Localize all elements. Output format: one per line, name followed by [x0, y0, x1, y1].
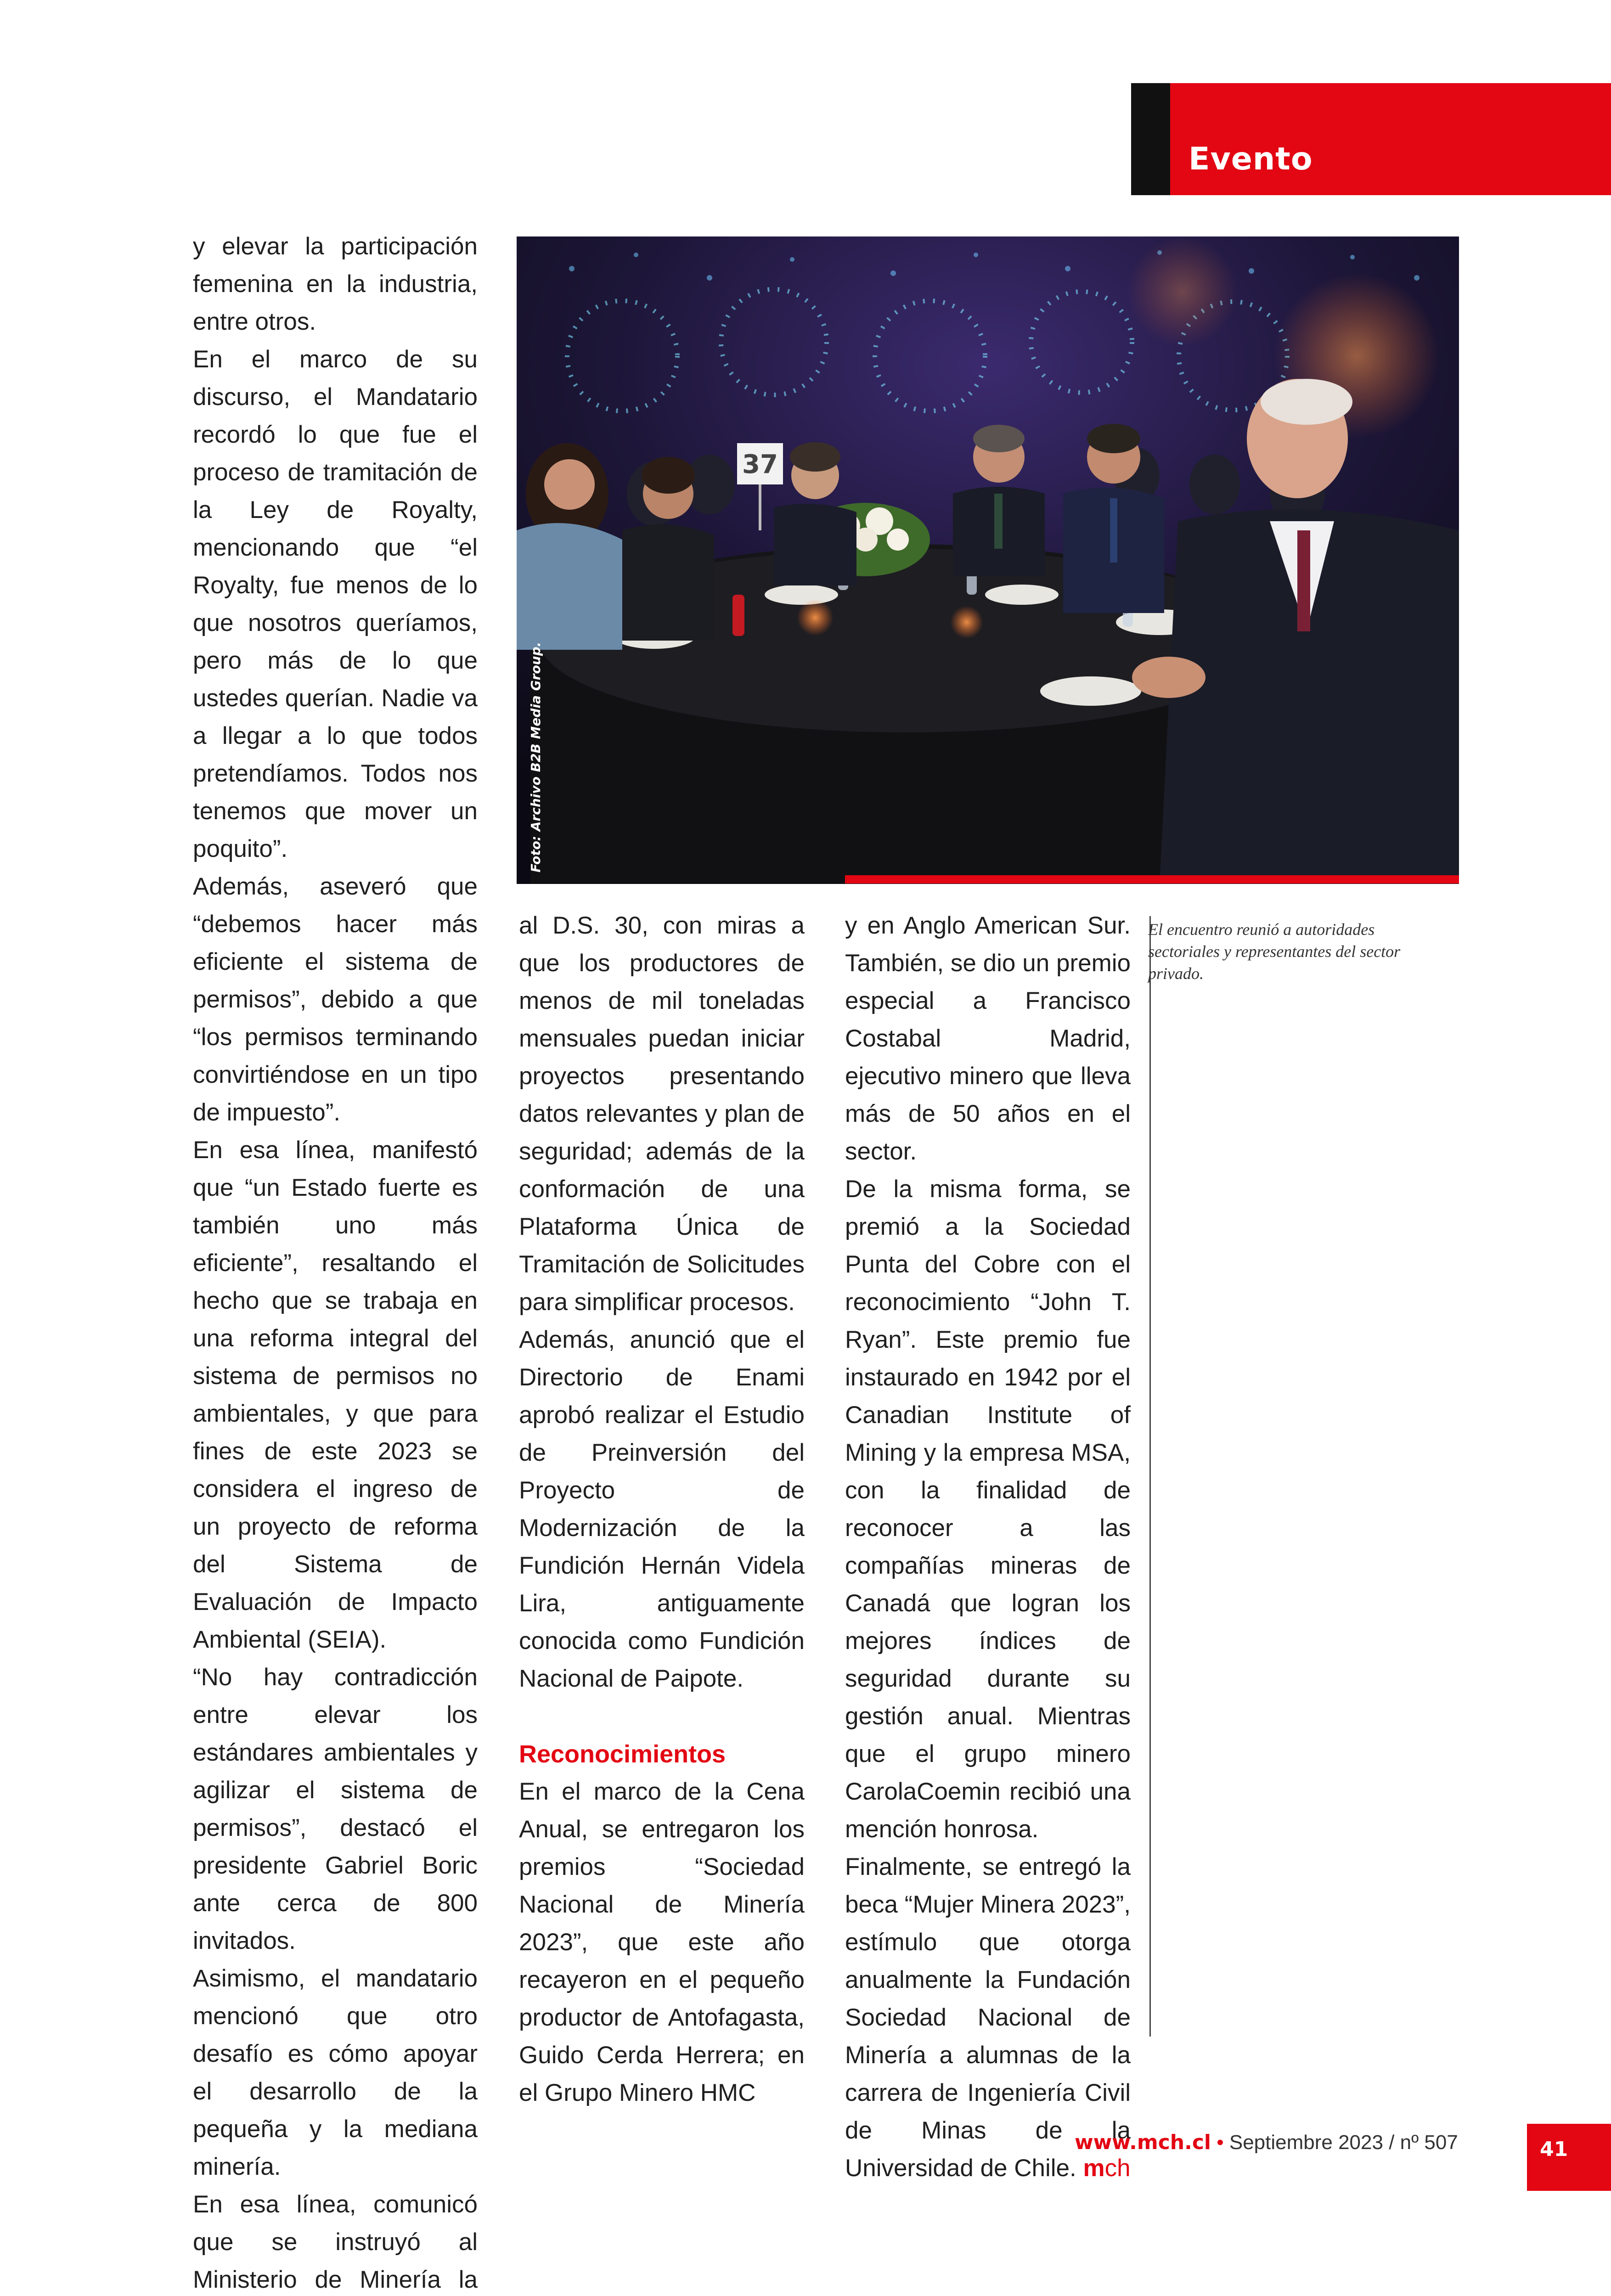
- footer: [1075, 2131, 1458, 2154]
- photo-credit: Foto: Archivo B2B Media Group.: [528, 642, 543, 872]
- paragraph: En el marco de la Cena Anual, se entregaron los premios “Sociedad Nacional de Minería 2023”, que este año recayeron en el pequeño productor de Antofagasta, Guido Cerda Herrera; en el Grupo Minero HMC: [519, 1778, 805, 2106]
- paragraph: y elevar la participación femenina en la industria, entre otros.: [193, 233, 478, 335]
- paragraph: “No hay contradicción entre elevar los estándares ambientales y agilizar el sistema de permisos”, destacó el presidente Gabriel Boric ante cerca de 800 invitados.: [193, 1664, 478, 1954]
- section-tab-block: [1170, 83, 1611, 195]
- text-column-1: [193, 228, 478, 2296]
- issue-info: Septiembre 2023 / nº 507: [1229, 2131, 1458, 2154]
- section-label: Evento: [1189, 141, 1313, 177]
- paragraph: De la misma forma, se premió a la Sociedad Punta del Cobre con el reconocimiento “John T. Ryan”. Este premio fue instaurado en 1942 por el Canadian Institute of Mining y la empresa MSA, con la finalidad de reconocer a las compañías mineras de Canadá que logran los mejores índices de seguridad durante su gestión anual. Mientras que el grupo minero CarolaCoemin recibió una mención honrosa.: [845, 1176, 1131, 1843]
- paragraph: En esa línea, manifestó que “un Estado fuerte es también uno más eficiente”, resaltando el hecho que se trabaja en una reforma integral del sistema de permisos no ambientales, y que para fines de este 2023 se considera el ingreso de un proyecto de reforma del Sistema de Evaluación de Impacto Ambiental (SEIA).: [193, 1137, 478, 1653]
- photo-accent-line: [845, 875, 1459, 884]
- page-number-box: [1527, 2124, 1611, 2191]
- text-column-2: [519, 907, 805, 2112]
- closing-text: Finalmente, se entregó la beca “Mujer Minera 2023”, estímulo que otorga anualmente la Fundación Sociedad Nacional de Minería a alumnas de la carrera de Ingeniería Civil de Minas de la Universidad de Chile.: [845, 1853, 1131, 2182]
- page-number: 41: [1540, 2138, 1568, 2161]
- paragraph: En esa línea, comunicó que se instruyó al Ministerio de Minería la: [193, 2191, 478, 2293]
- table-number: 37: [742, 450, 778, 479]
- paragraph: Además, anunció que el Directorio de Enami aprobó realizar el Estudio de Preinversión del Proyecto de Modernización de la Fundición Hernán Videla Lira, antiguamente conocida como Fundición Nacional de Paipote.: [519, 1326, 805, 1692]
- photo-caption: El encuentro reunió a autoridades sectoriales y representantes del sector privado.: [1148, 920, 1401, 983]
- dinner-scene-illustration: [517, 236, 1459, 884]
- paragraph: En el marco de su discurso, el Mandatario recordó lo que fue el proceso de tramitación de la Ley de Royalty, mencionando que “el Royalty, fue menos de lo que nosotros queríamos, pero más de lo que ustedes querían. Nadie va a llegar a lo que todos pretendíamos. Todos nos tenemos que mover un poquito”.: [193, 346, 478, 862]
- subheading: Reconocimientos: [519, 1740, 726, 1768]
- end-mark: [1083, 2155, 1131, 2182]
- paragraph: Además, aseveró que “debemos hacer más eficiente el sistema de permisos”, debido a que “los permisos terminando convirtiéndose en un tipo de impuesto”.: [193, 873, 478, 1126]
- text-column-3: [845, 907, 1131, 2187]
- paragraph: Asimismo, el mandatario mencionó que otro desafío es cómo apoyar el desarrollo de la pequeña y la mediana minería.: [193, 1965, 478, 2180]
- section-tab-strip: [1131, 83, 1170, 195]
- paragraph: al D.S. 30, con miras a que los productores de menos de mil toneladas mensuales puedan iniciar proyectos presentando datos relevantes y plan de seguridad; además de la conformación de una Plataforma Única de Tramitación de Solicitudes para simplificar procesos.: [519, 912, 805, 1316]
- end-mark-m: m: [1083, 2155, 1105, 2182]
- event-photo: [517, 236, 1459, 884]
- column-divider: [1149, 916, 1151, 2037]
- end-mark-ch: ch: [1104, 2155, 1131, 2182]
- paragraph: y en Anglo American Sur. También, se dio un premio especial a Francisco Costabal Madrid, ejecutivo minero que lleva más de 50 años en el sector.: [845, 912, 1131, 1165]
- footer-separator: •: [1217, 2131, 1224, 2154]
- website-link[interactable]: www.mch.cl: [1075, 2131, 1211, 2154]
- section-header: [1131, 83, 1611, 195]
